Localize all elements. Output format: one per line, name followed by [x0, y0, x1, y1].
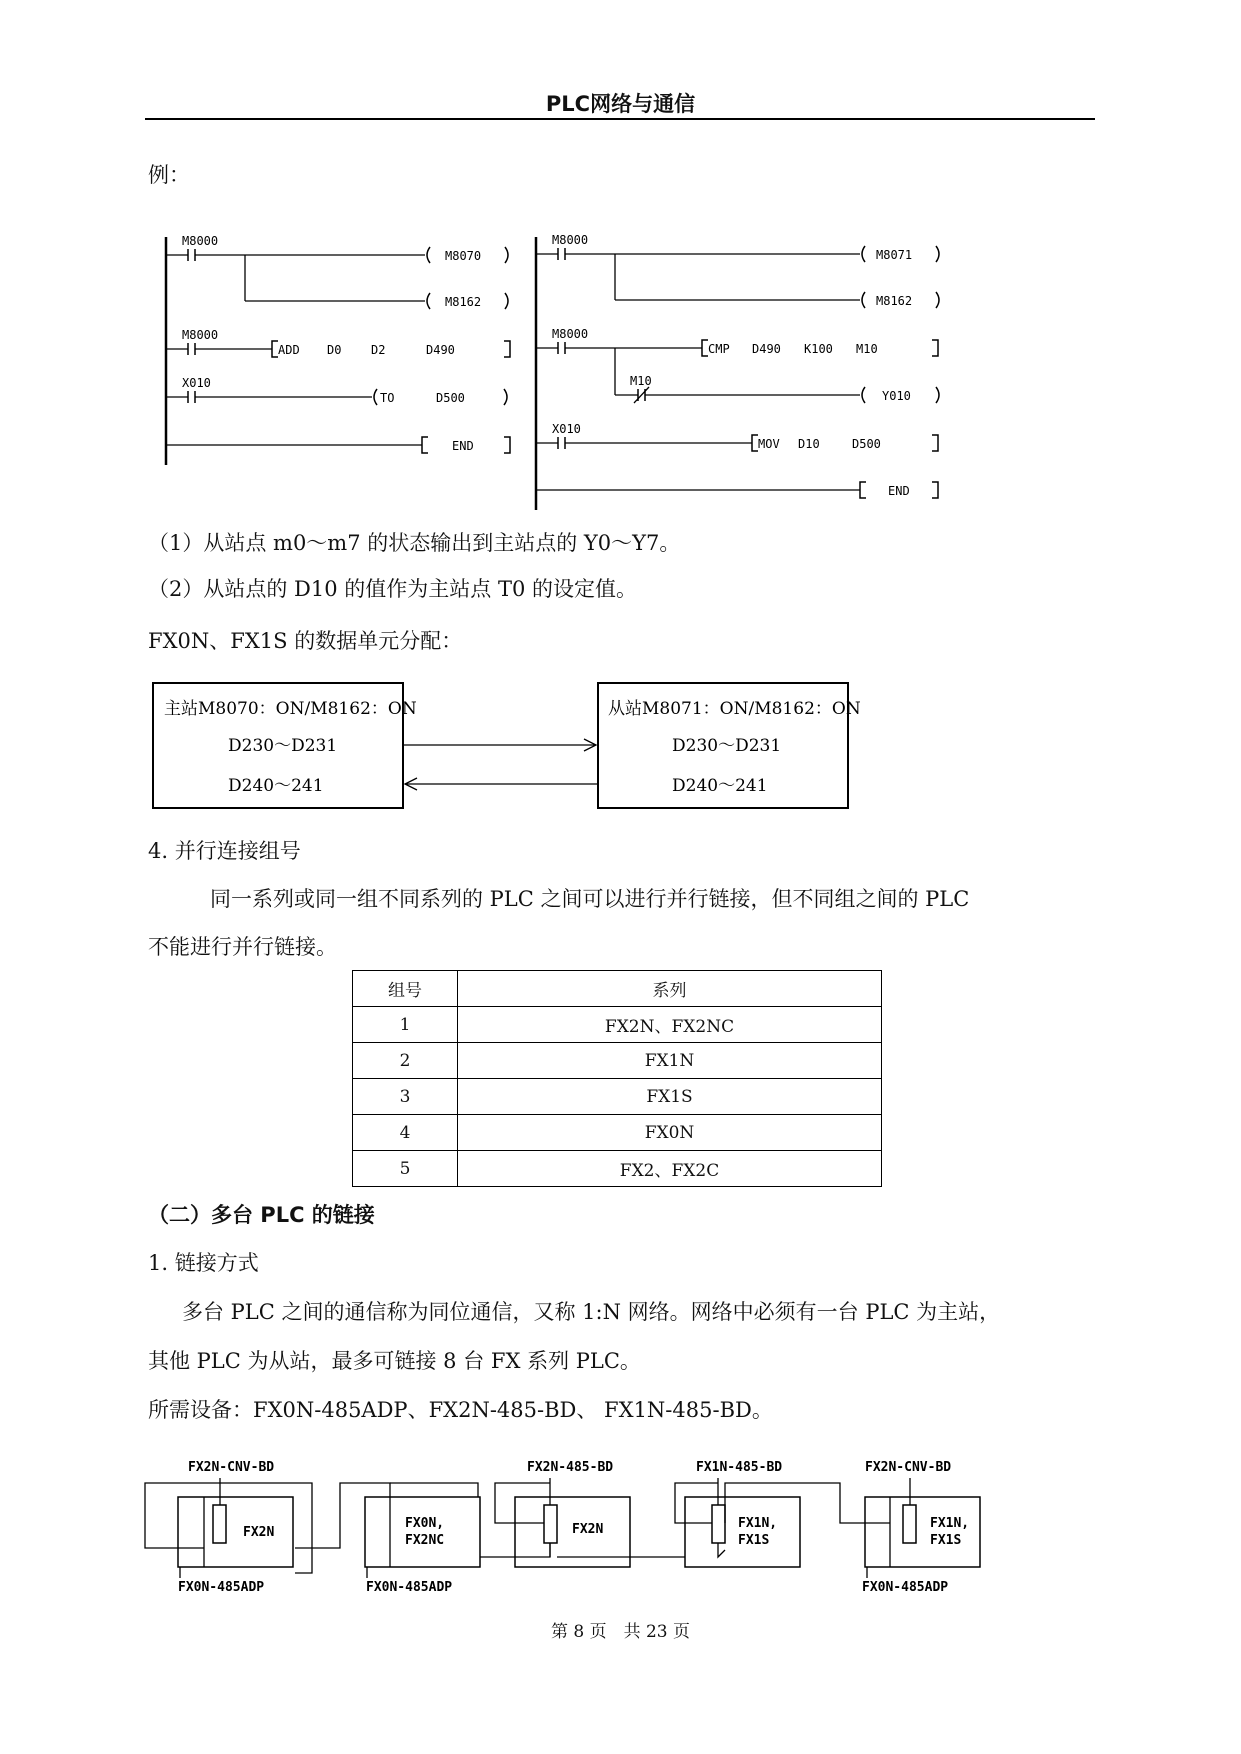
- ladder-right-contact-2: M8000: [552, 327, 589, 341]
- group-number: 5: [353, 1151, 458, 1187]
- data-allocation-diagram: [150, 680, 870, 815]
- group-series: FX2、FX2C: [458, 1151, 882, 1187]
- table-row: [353, 1043, 882, 1079]
- ladder-left-end: END: [452, 439, 474, 453]
- master-box-line2: D240～241: [228, 776, 324, 796]
- section2-para-line2: 其他 PLC 为从站，最多可链接 8 台 FX 系列 PLC。: [148, 1349, 641, 1373]
- plc-unit-4: [685, 1497, 800, 1567]
- slave-box-line1: D230～D231: [672, 736, 782, 756]
- ladder-right-coil-3: Y010: [882, 389, 911, 403]
- group-table: [352, 970, 882, 1187]
- ladder-right-coil-2: M8162: [876, 294, 913, 308]
- page-footer: 第 8 页 共 23 页: [550, 1622, 691, 1642]
- table-row: [353, 1115, 882, 1151]
- slave-box-line2: D240～241: [672, 776, 768, 796]
- unit-1-top-label: FX2N-CNV-BD: [188, 1460, 275, 1475]
- ladder-right-end: END: [888, 484, 910, 498]
- ladder-right-contact-4: X010: [552, 422, 581, 436]
- note-2: （2）从站点的 D10 的值作为主站点 T0 的设定值。: [148, 577, 637, 601]
- ladder-right-instr-arg2: K100: [804, 342, 833, 356]
- ladder-right-instr2-op: MOV: [758, 437, 780, 451]
- ladder-right-instr2-arg1: D10: [798, 437, 820, 451]
- alloc-title: FX0N、FX1S 的数据单元分配：: [148, 629, 463, 653]
- ladder-right-instr-arg1: D490: [752, 342, 781, 356]
- ladder-left-coil-1: M8070: [445, 249, 482, 263]
- ladder-left-coil-2: M8162: [445, 295, 482, 309]
- unit-5-bottom-label: FX0N-485ADP: [862, 1580, 949, 1595]
- cable-3: [390, 1483, 478, 1497]
- unit-5-top-label: FX2N-CNV-BD: [865, 1460, 952, 1475]
- unit-2-bottom-label: FX0N-485ADP: [366, 1580, 453, 1595]
- section4-para-line1: 同一系列或同一组不同系列的 PLC 之间可以进行并行链接，但不同组之间的 PLC: [210, 887, 970, 911]
- group-number: 4: [353, 1115, 458, 1151]
- ladder-left-instr2-arg1: D500: [436, 391, 465, 405]
- group-table-header-row: [353, 971, 882, 1007]
- section4-title: 4. 并行连接组号: [148, 839, 301, 863]
- header-rule: [145, 118, 1095, 120]
- master-box-title: 主站M8070：ON/M8162：ON: [164, 699, 417, 719]
- ladder-right-contact-1: M8000: [552, 233, 589, 247]
- unit-2-name-line1: FX0N,: [405, 1516, 445, 1531]
- unit-4-top-label: FX1N-485-BD: [696, 1460, 783, 1475]
- ladder-left-contact-2: M8000: [182, 328, 219, 342]
- unit-2-name-line2: FX2NC: [405, 1533, 445, 1548]
- group-number: 1: [353, 1007, 458, 1043]
- network-diagram: [140, 1445, 1000, 1600]
- section2-title: （二）多台 PLC 的链接: [148, 1203, 375, 1227]
- plc-unit-2: [365, 1497, 480, 1567]
- ladder-right-instr2-arg2: D500: [852, 437, 881, 451]
- unit-4-name-line2: FX1S: [738, 1533, 770, 1548]
- cable-8: [800, 1483, 890, 1523]
- unit-4-name-line1: FX1N,: [738, 1516, 778, 1531]
- group-series: FX1S: [458, 1079, 882, 1115]
- section2-subtitle: 1. 链接方式: [148, 1251, 259, 1275]
- ladder-right-instr-arg3: M10: [856, 342, 878, 356]
- section4-para-line2: 不能进行并行链接。: [148, 935, 337, 959]
- table-row: [353, 1151, 882, 1187]
- group-number: 3: [353, 1079, 458, 1115]
- devices-line: 所需设备：FX0N-485ADP、FX2N-485-BD、 FX1N-485-BD。: [148, 1398, 773, 1422]
- slave-box-title: 从站M8071：ON/M8162：ON: [608, 699, 861, 719]
- unit-3-top-label: FX2N-485-BD: [527, 1460, 614, 1475]
- ladder-left-contact-3: X010: [182, 376, 211, 390]
- ladder-left-instr2-op: TO: [380, 391, 395, 405]
- ladder-left-instr-op: ADD: [278, 343, 300, 357]
- unit-5-name-line2: FX1S: [930, 1533, 962, 1548]
- plc-unit-5: [865, 1497, 980, 1567]
- ladder-diagram-right: [520, 225, 950, 515]
- ladder-left-instr-arg1: D0: [327, 343, 342, 357]
- page-header-title: PLC网络与通信: [545, 92, 696, 116]
- ladder-right-contact-3: M10: [630, 374, 652, 388]
- group-series: FX0N: [458, 1115, 882, 1151]
- group-table-header-series: 系列: [458, 971, 882, 1007]
- table-row: [353, 1079, 882, 1115]
- group-series: FX2N、FX2NC: [458, 1007, 882, 1043]
- ladder-right-instr-op: CMP: [708, 342, 730, 356]
- ladder-left-contact-1: M8000: [182, 234, 219, 248]
- unit-1-bottom-label: FX0N-485ADP: [178, 1580, 265, 1595]
- ladder-right-coil-1: M8071: [876, 248, 913, 262]
- group-series: FX1N: [458, 1043, 882, 1079]
- master-box-line1: D230～D231: [228, 736, 338, 756]
- unit-1-name: FX2N: [243, 1525, 275, 1540]
- cable-5: [495, 1483, 550, 1523]
- group-number: 2: [353, 1043, 458, 1079]
- table-row: [353, 1007, 882, 1043]
- unit-5-name-line1: FX1N,: [930, 1516, 970, 1531]
- section2-para-line1: 多台 PLC 之间的通信称为同位通信，又称 1:N 网络。网络中必须有一台 PLC 为主站，: [182, 1300, 1001, 1324]
- cable-2: [295, 1483, 390, 1548]
- group-table-header-group: 组号: [353, 971, 458, 1007]
- unit-3-name: FX2N: [572, 1522, 604, 1537]
- note-1: （1）从站点 m0～m7 的状态输出到主站点的 Y0～Y7。: [148, 531, 681, 555]
- ladder-diagram-left: [150, 225, 520, 480]
- ladder-left-instr-arg2: D2: [371, 343, 386, 357]
- plc-unit-1: [178, 1497, 293, 1567]
- example-label: 例：: [148, 163, 190, 187]
- ladder-left-instr-arg3: D490: [426, 343, 455, 357]
